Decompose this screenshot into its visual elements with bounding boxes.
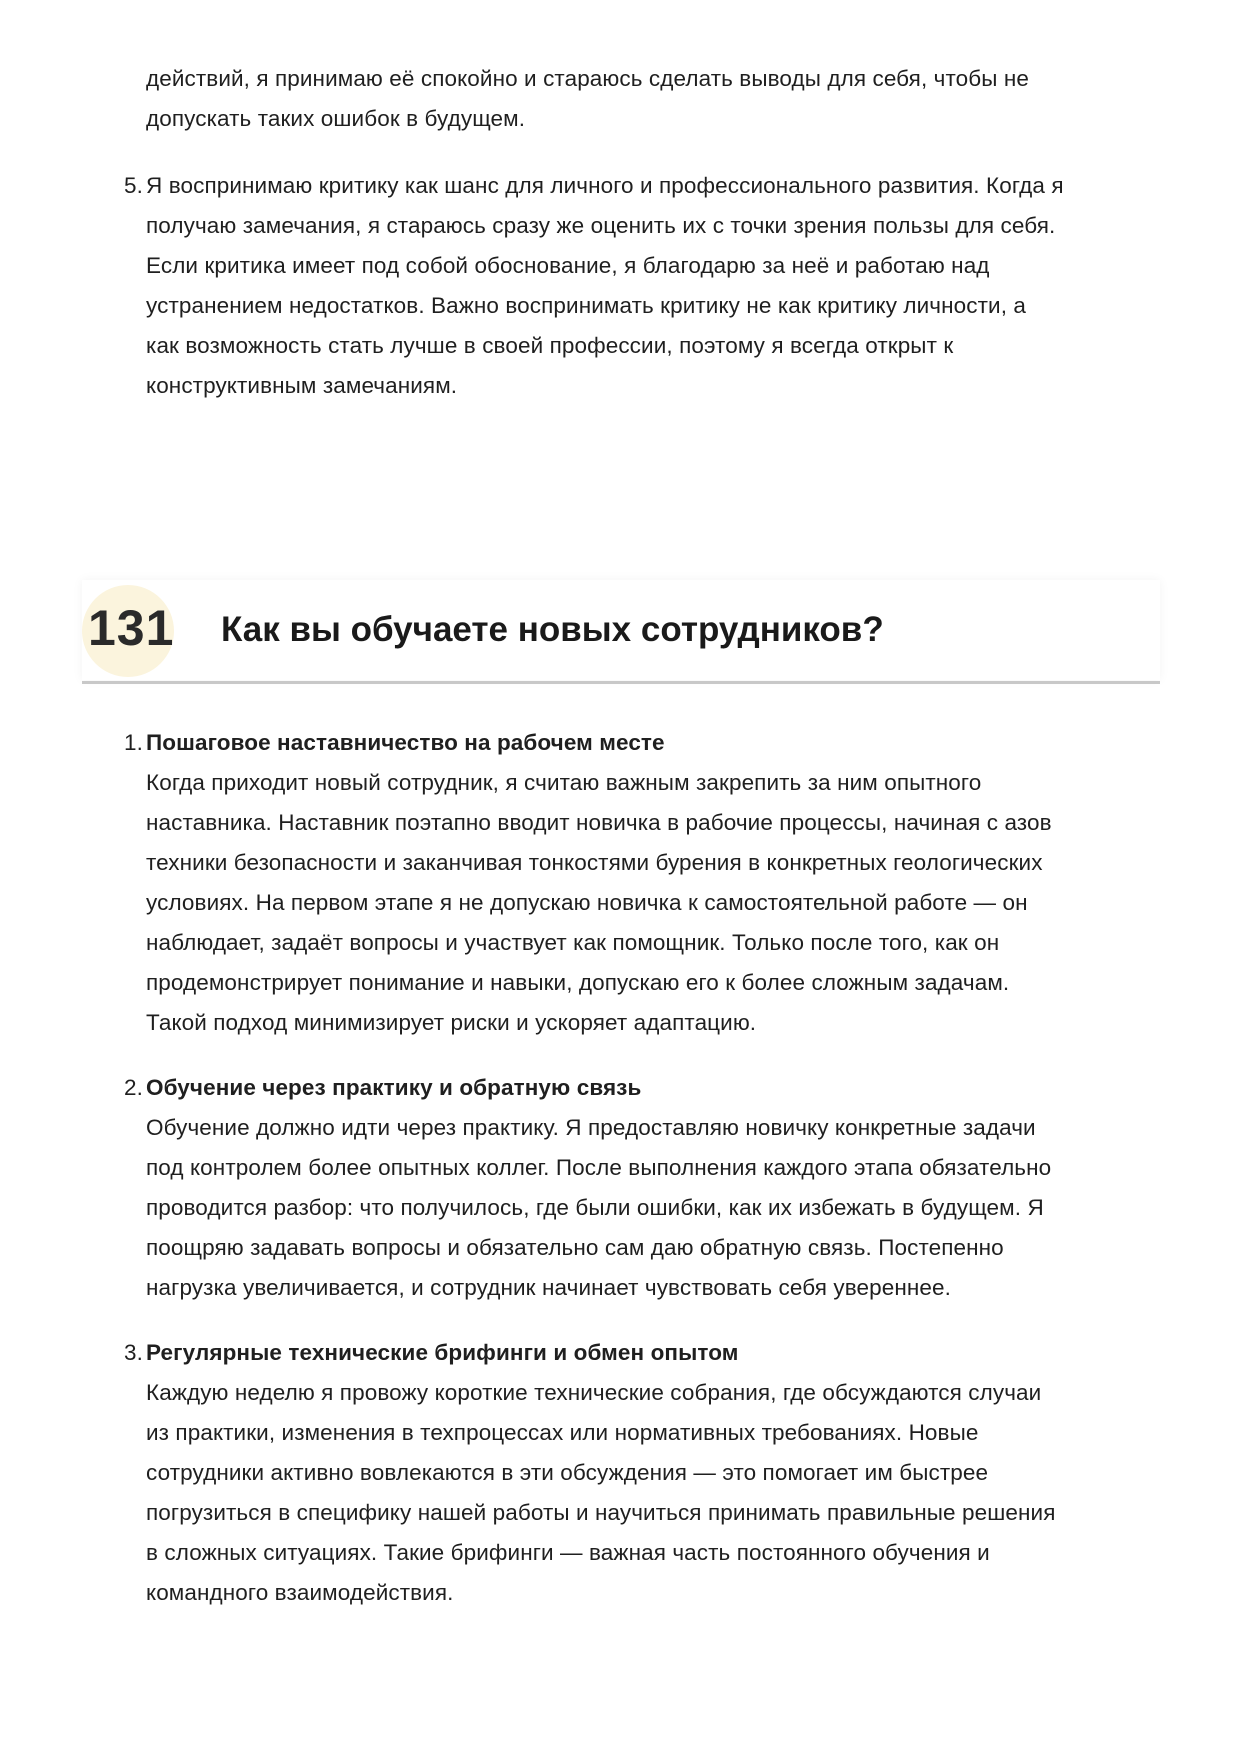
text-line: Когда приходит новый сотрудник, я считаю важным закрепить за ним опытного [146, 770, 982, 795]
list-item [124, 1068, 1161, 1308]
text-line: командного взаимодействия. [146, 1580, 454, 1605]
text-line: Если критика имеет под собой обоснование, я благодарю за неё и работаю над [146, 253, 990, 278]
list-item [124, 1333, 1161, 1613]
text-line: как возможность стать лучше в своей профессии, поэтому я всегда открыт к [146, 333, 954, 358]
list-item-number: 1. [124, 730, 143, 755]
text-line: Обучение должно идти через практику. Я предоставляю новичку конкретные задачи [146, 1115, 1036, 1140]
text-line: проводится разбор: что получилось, где были ошибки, как их избежать в будущем. Я [146, 1195, 1044, 1220]
list-item [124, 166, 1161, 406]
list-item-number: 2. [124, 1075, 143, 1100]
section-number: 131 [88, 600, 175, 656]
text-line: под контролем более опытных коллег. После выполнения каждого этапа обязательно [146, 1155, 1052, 1180]
text-line: получаю замечания, я стараюсь сразу же оценить их с точки зрения пользы для себя. [146, 213, 1056, 238]
text-line: Такой подход минимизирует риски и ускоряет адаптацию. [146, 1010, 757, 1035]
list-item-title: Регулярные технические брифинги и обмен опытом [146, 1340, 739, 1365]
text-line: в сложных ситуациях. Такие брифинги — важная часть постоянного обучения и [146, 1540, 990, 1565]
text-line: условиях. На первом этапе я не допускаю новичка к самостоятельной работе — он [146, 890, 1028, 915]
list-item [124, 723, 1161, 1043]
text-line: поощряю задавать вопросы и обязательно сам даю обратную связь. Постепенно [146, 1235, 1004, 1260]
text-line: наставника. Наставник поэтапно вводит новичка в рабочие процессы, начиная с азов [146, 810, 1052, 835]
text-line: наблюдает, задаёт вопросы и участвует как помощник. Только после того, как он [146, 930, 1000, 955]
text-line: устранением недостатков. Важно воспринимать критику не как критику личности, а [146, 293, 1027, 318]
list-item-title: Пошаговое наставничество на рабочем месте [146, 730, 665, 755]
text-line: погрузиться в специфику нашей работы и научиться принимать правильные решения [146, 1500, 1056, 1525]
list-item-number: 3. [124, 1340, 143, 1365]
section-divider [82, 681, 1160, 684]
list-item-number: 5. [124, 173, 143, 198]
text-line: Каждую неделю я провожу короткие технические собрания, где обсуждаются случаи [146, 1380, 1042, 1405]
text-line: действий, я принимаю её спокойно и стараюсь сделать выводы для себя, чтобы не [146, 66, 1030, 91]
list-item-title: Обучение через практику и обратную связь [146, 1075, 642, 1100]
continuation-text [146, 59, 1156, 139]
text-line: конструктивным замечаниям. [146, 373, 458, 398]
section-header [82, 580, 1160, 684]
section-title: Как вы обучаете новых сотрудников? [221, 610, 884, 649]
text-line: из практики, изменения в техпроцессах или нормативных требованиях. Новые [146, 1420, 979, 1445]
text-line: сотрудники активно вовлекаются в эти обсуждения — это помогает им быстрее [146, 1460, 989, 1485]
text-line: допускать таких ошибок в будущем. [146, 106, 526, 131]
text-line: нагрузка увеличивается, и сотрудник начинает чувствовать себя увереннее. [146, 1275, 951, 1300]
text-line: Я воспринимаю критику как шанс для личного и профессионального развития. Когда я [146, 173, 1064, 198]
text-line: продемонстрирует понимание и навыки, допускаю его к более сложным задачам. [146, 970, 1010, 995]
text-line: техники безопасности и заканчивая тонкостями бурения в конкретных геологических [146, 850, 1043, 875]
